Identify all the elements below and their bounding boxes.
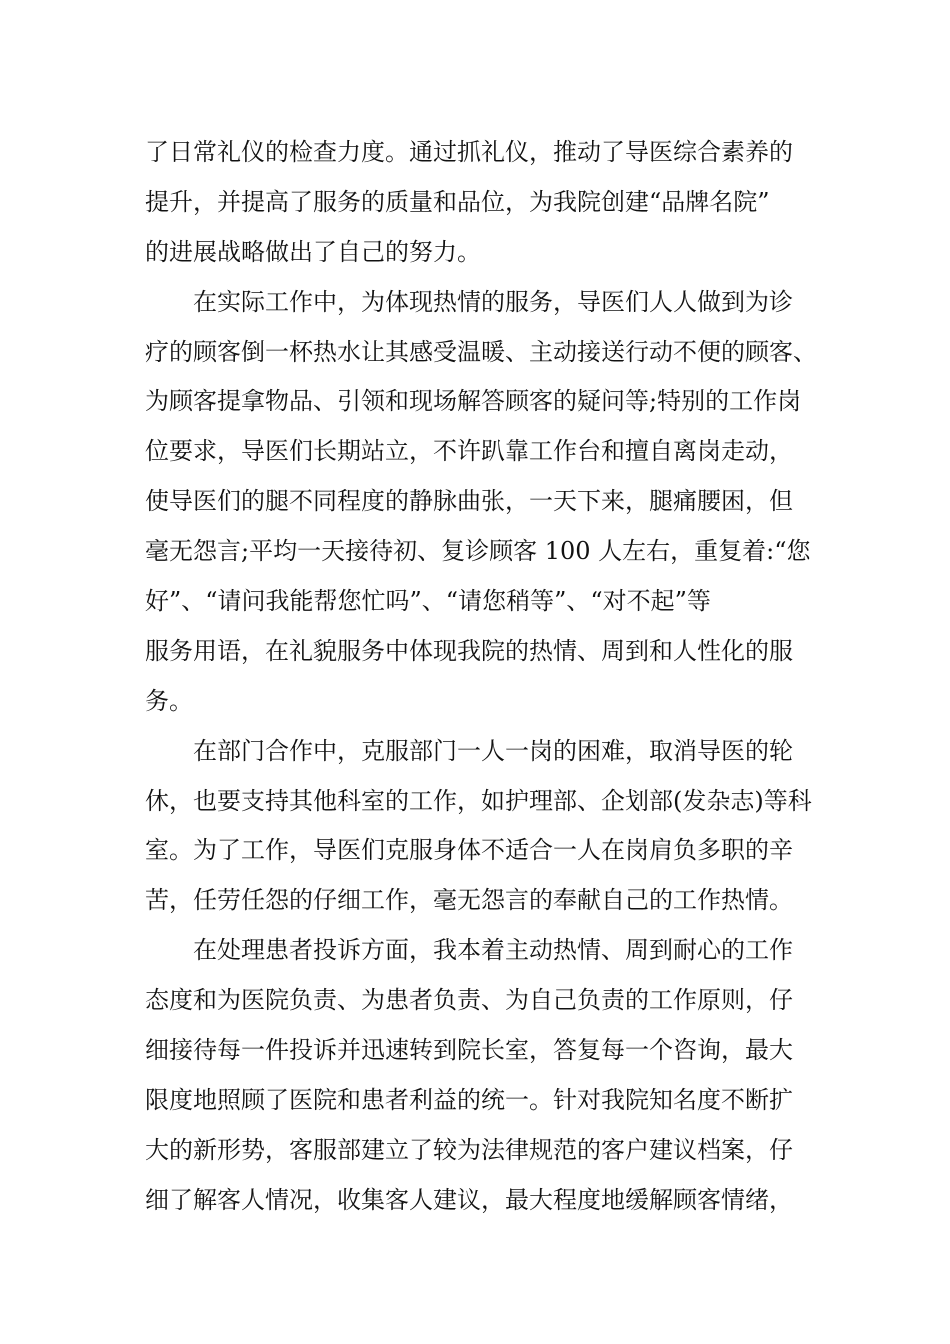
- text-line: 了日常礼仪的检查力度。通过抓礼仪，推动了导医综合素养的: [145, 138, 793, 166]
- text-line: 细了解客人情况，收集客人建议，最大程度地缓解顾客情绪，: [145, 1185, 793, 1214]
- text-line: 大的新形势，客服部建立了较为法律规范的客户建议档案，仔: [145, 1135, 793, 1164]
- text-line: 使导医们的腿不同程度的静脉曲张，一天下来，腿痛腰困，但: [145, 487, 793, 516]
- paragraph-first-line: 在处理患者投诉方面，我本着主动热情、周到耐心的工作: [193, 936, 793, 965]
- text-line: 的进展战略做出了自己的努力。: [145, 237, 481, 266]
- text-line: 态度和为医院负责、为患者负责、为自己负责的工作原则，仔: [145, 986, 793, 1015]
- text-line: 为顾客提拿物品、引领和现场解答顾客的疑问等;特别的工作岗: [145, 387, 802, 416]
- text-line: 服务用语，在礼貌服务中体现我院的热情、周到和人性化的服: [145, 636, 793, 665]
- text-line: 毫无怨言;平均一天接待初、复诊顾客 100 人左右，重复着:“您: [145, 537, 811, 566]
- text-line: 苦，任劳任怨的仔细工作，毫无怨言的奉献自己的工作热情。: [145, 886, 793, 915]
- text-line: 好”、“请问我能帮您忙吗”、“请您稍等”、“对不起”等: [145, 587, 711, 616]
- text-line: 细接待每一件投诉并迅速转到院长室，答复每一个咨询，最大: [145, 1036, 793, 1065]
- paragraph-first-line: 在部门合作中，克服部门一人一岗的困难，取消导医的轮: [193, 736, 793, 765]
- document-body: [145, 128, 825, 1226]
- text-line: 限度地照顾了医院和患者利益的统一。针对我院知名度不断扩: [145, 1085, 793, 1114]
- text-line: 休，也要支持其他科室的工作，如护理部、企划部(发杂志)等科: [145, 786, 812, 815]
- text-line: 提升，并提高了服务的质量和品位，为我院创建“品牌名院”: [145, 187, 770, 216]
- text-line: 疗的顾客倒一杯热水让其感受温暖、主动接送行动不便的顾客、: [145, 337, 817, 366]
- text-line: 务。: [145, 686, 193, 715]
- text-line: 位要求，导医们长期站立，不许趴靠工作台和擅自离岗走动，: [145, 437, 793, 466]
- paragraph-first-line: 在实际工作中，为体现热情的服务，导医们人人做到为诊: [193, 287, 793, 316]
- text-line: 室。为了工作，导医们克服身体不适合一人在岗肩负多职的辛: [145, 836, 793, 865]
